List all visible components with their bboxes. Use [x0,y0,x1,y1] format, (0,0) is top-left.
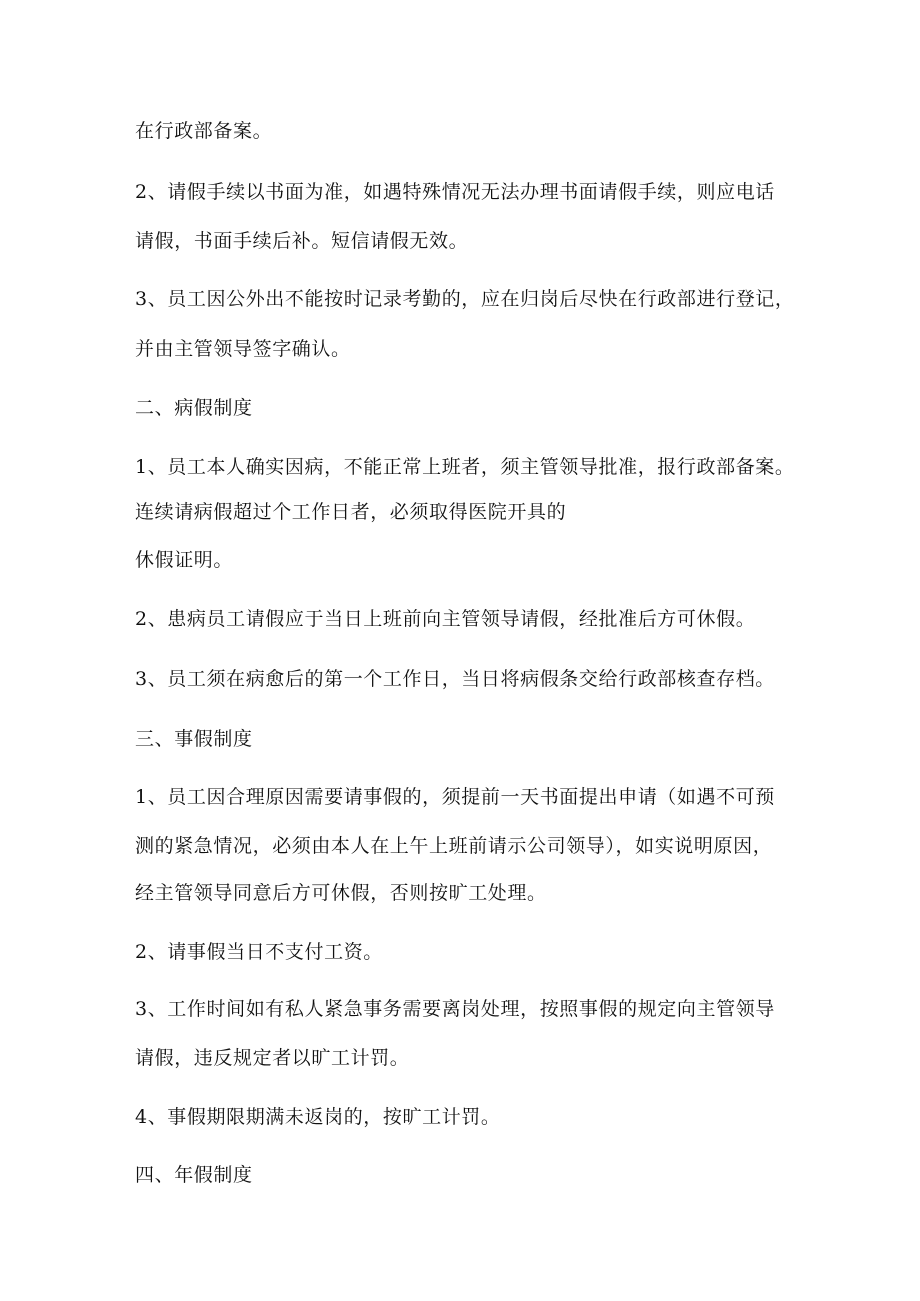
text-line: 请假，书面手续后补。短信请假无效。 [135,230,469,252]
text-line: 3、工作时间如有私人紧急事务需要离岗处理，按照事假的规定向主管领导 [135,998,775,1020]
section-heading: 二、病假制度 [135,397,253,419]
text-line: 1、员工因合理原因需要请事假的，须提前一天书面提出申请（如遇不可预 [135,786,775,808]
section-heading: 四、年假制度 [135,1164,253,1186]
text-line: 2、患病员工请假应于当日上班前向主管领导请假，经批准后方可休假。 [135,608,756,630]
text-line: 连续请病假超过个工作日者，必须取得医院开具的 [135,501,567,523]
text-line: 请假，违反规定者以旷工计罚。 [135,1047,410,1069]
text-line: 经主管领导同意后方可休假，否则按旷工处理。 [135,882,547,904]
text-line: 2、请假手续以书面为准，如遇特殊情况无法办理书面请假手续，则应电话 [135,181,775,203]
section-heading: 三、事假制度 [135,728,253,750]
text-line: 4、事假期限期满未返岗的，按旷工计罚。 [135,1106,501,1128]
text-line: 在行政部备案。 [135,120,273,142]
text-line: 休假证明。 [135,549,234,571]
text-line: 测的紧急情况，必须由本人在上午上班前请示公司领导），如实说明原因， [135,835,773,857]
text-line: 1、员工本人确实因病，不能正常上班者，须主管领导批准，报行政部备案。 [135,456,795,478]
text-line: 3、员工须在病愈后的第一个工作日，当日将病假条交给行政部核查存档。 [135,668,775,690]
text-line: 2、请事假当日不支付工资。 [135,941,383,963]
text-line: 3、员工因公外出不能按时记录考勤的，应在归岗后尽快在行政部进行登记， [135,288,795,310]
text-line: 并由主管领导签字确认。 [135,338,351,360]
